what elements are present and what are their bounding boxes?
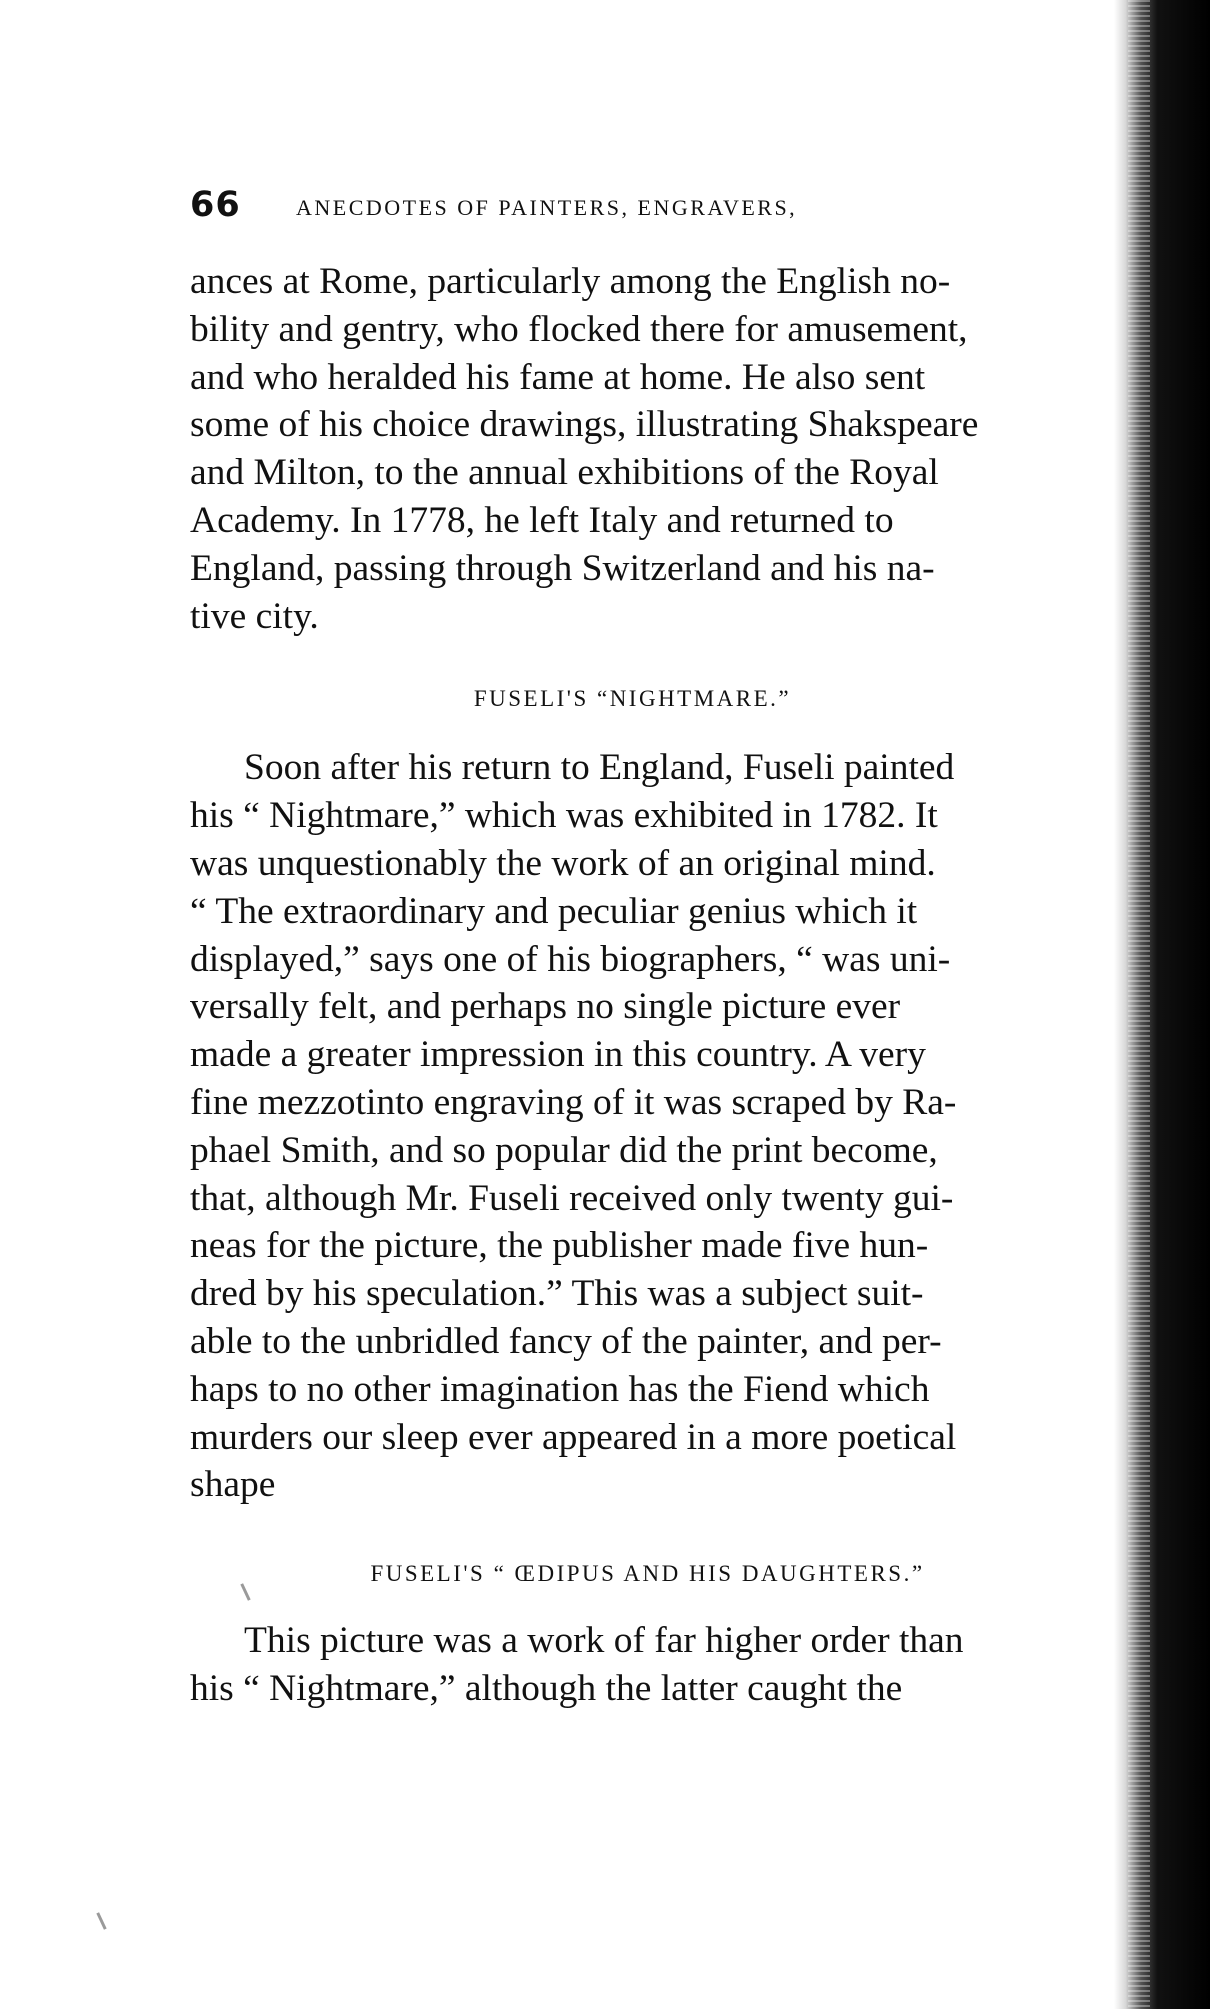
page-header xyxy=(190,185,1050,235)
oedipus-paragraph xyxy=(190,1617,1075,1713)
text-line: This picture was a work of far higher order than xyxy=(244,1620,964,1662)
text-line: haps to no other imagination has the Fiend which xyxy=(190,1368,930,1410)
intro-paragraph xyxy=(190,258,1075,640)
text-line: that, although Mr. Fuseli received only twenty gui- xyxy=(190,1177,954,1219)
nightmare-paragraph xyxy=(190,744,1075,1509)
text-line: his “ Nightmare,” which was exhibited in 1782. It xyxy=(190,795,938,837)
text-line: able to the unbridled fancy of the painter, and per- xyxy=(190,1320,942,1362)
text-line: murders our sleep ever appeared in a more poetical xyxy=(190,1416,957,1458)
text-line: tive city. xyxy=(190,595,319,637)
text-line: versally felt, and perhaps no single picture ever xyxy=(190,986,901,1028)
text-line: neas for the picture, the publisher made five hun- xyxy=(190,1225,929,1267)
text-line: his “ Nightmare,” although the latter caught the xyxy=(190,1667,903,1709)
page-edge-texture xyxy=(1128,0,1150,2009)
text-line: ances at Rome, particularly among the English no- xyxy=(190,261,951,302)
text-line: displayed,” says one of his biographers, “ was uni- xyxy=(190,938,951,980)
text-line: “ The extraordinary and peculiar genius which it xyxy=(190,890,918,932)
text-line: bility and gentry, who flocked there for amusement, xyxy=(190,308,968,350)
running-head: ANECDOTES OF PAINTERS, ENGRAVERS, xyxy=(296,195,798,220)
text-line: some of his choice drawings, illustrating Shakspeare xyxy=(190,404,979,446)
text-line: and Milton, to the annual exhibitions of the Royal xyxy=(190,452,939,494)
text-line: shape xyxy=(190,1464,276,1506)
body-text xyxy=(190,258,1075,1713)
paper-fleck xyxy=(96,1912,106,1930)
text-line: and who heralded his fame at home. He also sent xyxy=(190,356,926,398)
text-line: phael Smith, and so popular did the print become, xyxy=(190,1129,938,1171)
section-heading-nightmare: FUSELI'S “NIGHTMARE.” xyxy=(473,686,792,712)
section-heading-oedipus: FUSELI'S “ ŒDIPUS AND HIS DAUGHTERS.” xyxy=(370,1561,925,1587)
text-line: England, passing through Switzerland and his na- xyxy=(190,547,935,589)
text-line: Academy. In 1778, he left Italy and returned to xyxy=(190,499,894,541)
text-line: fine mezzotinto engraving of it was scraped by Ra- xyxy=(190,1081,957,1123)
text-line: was unquestionably the work of an original mind. xyxy=(190,842,936,884)
text-line: Soon after his return to England, Fuseli painted xyxy=(244,747,955,789)
page-number: 66 xyxy=(190,185,241,225)
text-line: dred by his speculation.” This was a subject suit- xyxy=(190,1273,924,1315)
text-line: made a greater impression in this country. A very xyxy=(190,1034,926,1076)
